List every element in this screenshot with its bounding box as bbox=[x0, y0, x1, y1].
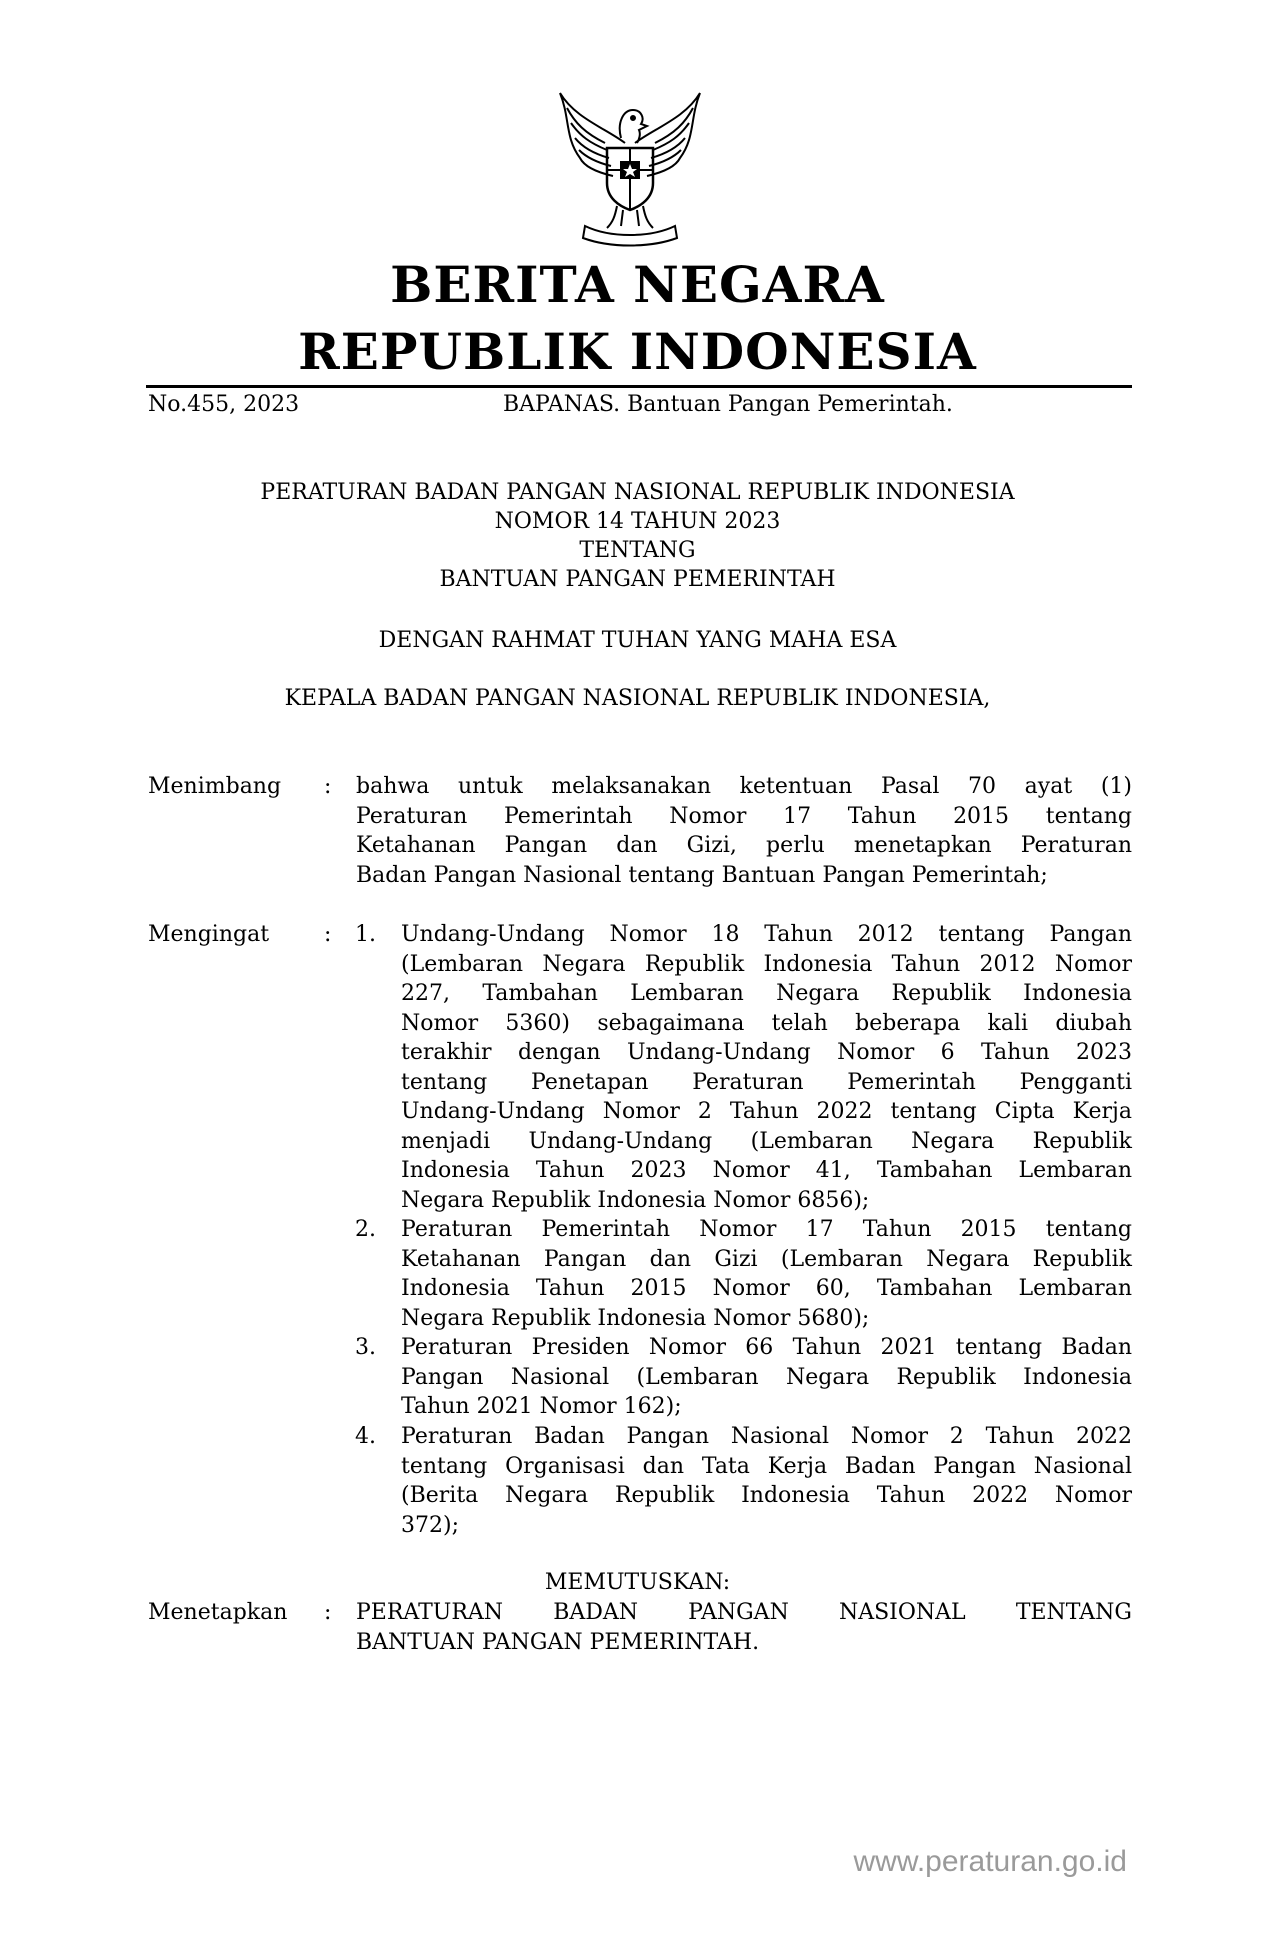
menimbang-text bbox=[356, 772, 1132, 890]
mengingat-line: tentang Organisasi dan Tata Kerja Badan Pangan Nasional bbox=[401, 1453, 1132, 1479]
mengingat-item-number: 4. bbox=[355, 1424, 376, 1449]
mengingat-line: 227, Tambahan Lembaran Negara Republik Indonesia bbox=[401, 981, 1132, 1006]
mengingat-item-3 bbox=[401, 1333, 1132, 1422]
mengingat-line: menjadi Undang-Undang (Lembaran Negara Republik bbox=[401, 1128, 1132, 1154]
mengingat-item-number: 2. bbox=[355, 1217, 376, 1242]
mengingat-line: Indonesia Tahun 2015 Nomor 60, Tambahan Lembaran bbox=[401, 1276, 1132, 1301]
title-line1: PERATURAN BADAN PANGAN NASIONAL REPUBLIK INDONESIA bbox=[260, 480, 1015, 505]
menetapkan-colon: : bbox=[324, 1600, 332, 1625]
mengingat-item-number: 3. bbox=[355, 1335, 376, 1360]
mengingat-line: Negara Republik Indonesia Nomor 6856); bbox=[401, 1187, 870, 1213]
garuda-pancasila-emblem-icon bbox=[555, 88, 705, 248]
invocation: DENGAN RAHMAT TUHAN YANG MAHA ESA bbox=[378, 628, 897, 653]
issue-subject: BAPANAS. Bantuan Pangan Pemerintah. bbox=[503, 392, 953, 417]
issue-number: No.455, 2023 bbox=[148, 392, 300, 417]
mengingat-line: Peraturan Badan Pangan Nasional Nomor 2 Tahun 2022 bbox=[401, 1424, 1132, 1449]
mengingat-line: Undang-Undang Nomor 2 Tahun 2022 tentang Cipta Kerja bbox=[401, 1099, 1132, 1124]
menimbang-colon: : bbox=[324, 774, 332, 799]
masthead-title-line1: BERITA NEGARA bbox=[390, 255, 885, 314]
masthead-title-line2: REPUBLIK INDONESIA bbox=[298, 322, 977, 381]
menetapkan-text bbox=[356, 1598, 1132, 1657]
menetapkan-line: PERATURAN BADAN PANGAN NASIONAL TENTANG bbox=[356, 1600, 1132, 1625]
mengingat-label: Mengingat bbox=[148, 922, 270, 947]
mengingat-line: Indonesia Tahun 2023 Nomor 41, Tambahan Lembaran bbox=[401, 1158, 1132, 1183]
mengingat-item-4 bbox=[401, 1422, 1132, 1540]
memutuskan-heading: MEMUTUSKAN: bbox=[544, 1570, 731, 1595]
mengingat-line: Nomor 5360) sebagaimana telah beberapa kali diubah bbox=[401, 1010, 1132, 1036]
mengingat-line: (Berita Negara Republik Indonesia Tahun 2022 Nomor bbox=[401, 1483, 1132, 1508]
menimbang-line: Ketahanan Pangan dan Gizi, perlu menetapkan Peraturan bbox=[356, 833, 1132, 858]
mengingat-line: terakhir dengan Undang-Undang Nomor 6 Tahun 2023 bbox=[401, 1040, 1132, 1065]
mengingat-line: Peraturan Presiden Nomor 66 Tahun 2021 tentang Badan bbox=[401, 1335, 1132, 1360]
masthead-divider bbox=[146, 385, 1132, 388]
mengingat-item-number: 1. bbox=[355, 922, 376, 947]
menetapkan-line: BANTUAN PANGAN PEMERINTAH. bbox=[356, 1629, 760, 1655]
title-line4: BANTUAN PANGAN PEMERINTAH bbox=[439, 567, 836, 592]
watermark-url: www.peraturan.go.id bbox=[853, 1845, 1127, 1878]
menetapkan-label: Menetapkan bbox=[148, 1600, 288, 1625]
mengingat-line: (Lembaran Negara Republik Indonesia Tahun 2012 Nomor bbox=[401, 951, 1132, 977]
mengingat-line: Undang-Undang Nomor 18 Tahun 2012 tentang Pangan bbox=[401, 922, 1132, 947]
menimbang-line: bahwa untuk melaksanakan ketentuan Pasal 70 ayat (1) bbox=[356, 774, 1132, 799]
mengingat-item-2 bbox=[401, 1215, 1132, 1333]
mengingat-colon: : bbox=[324, 922, 332, 947]
title-line2: NOMOR 14 TAHUN 2023 bbox=[494, 509, 781, 534]
mengingat-line: Pangan Nasional (Lembaran Negara Republik Indonesia bbox=[401, 1364, 1132, 1390]
mengingat-line: Negara Republik Indonesia Nomor 5680); bbox=[401, 1305, 870, 1331]
mengingat-item-1 bbox=[401, 920, 1132, 1215]
menimbang-label: Menimbang bbox=[148, 774, 282, 799]
mengingat-line: Peraturan Pemerintah Nomor 17 Tahun 2015 tentang bbox=[401, 1217, 1132, 1242]
menimbang-line: Badan Pangan Nasional tentang Bantuan Pangan Pemerintah; bbox=[356, 862, 1048, 888]
mengingat-line: Ketahanan Pangan dan Gizi (Lembaran Negara Republik bbox=[401, 1246, 1132, 1272]
authority: KEPALA BADAN PANGAN NASIONAL REPUBLIK INDONESIA, bbox=[284, 686, 991, 711]
menimbang-line: Peraturan Pemerintah Nomor 17 Tahun 2015 tentang bbox=[356, 803, 1132, 829]
title-line3: TENTANG bbox=[579, 538, 696, 563]
mengingat-line: tentang Penetapan Peraturan Pemerintah Pengganti bbox=[401, 1069, 1132, 1095]
mengingat-line: Tahun 2021 Nomor 162); bbox=[401, 1394, 682, 1419]
mengingat-line: 372); bbox=[401, 1512, 459, 1538]
